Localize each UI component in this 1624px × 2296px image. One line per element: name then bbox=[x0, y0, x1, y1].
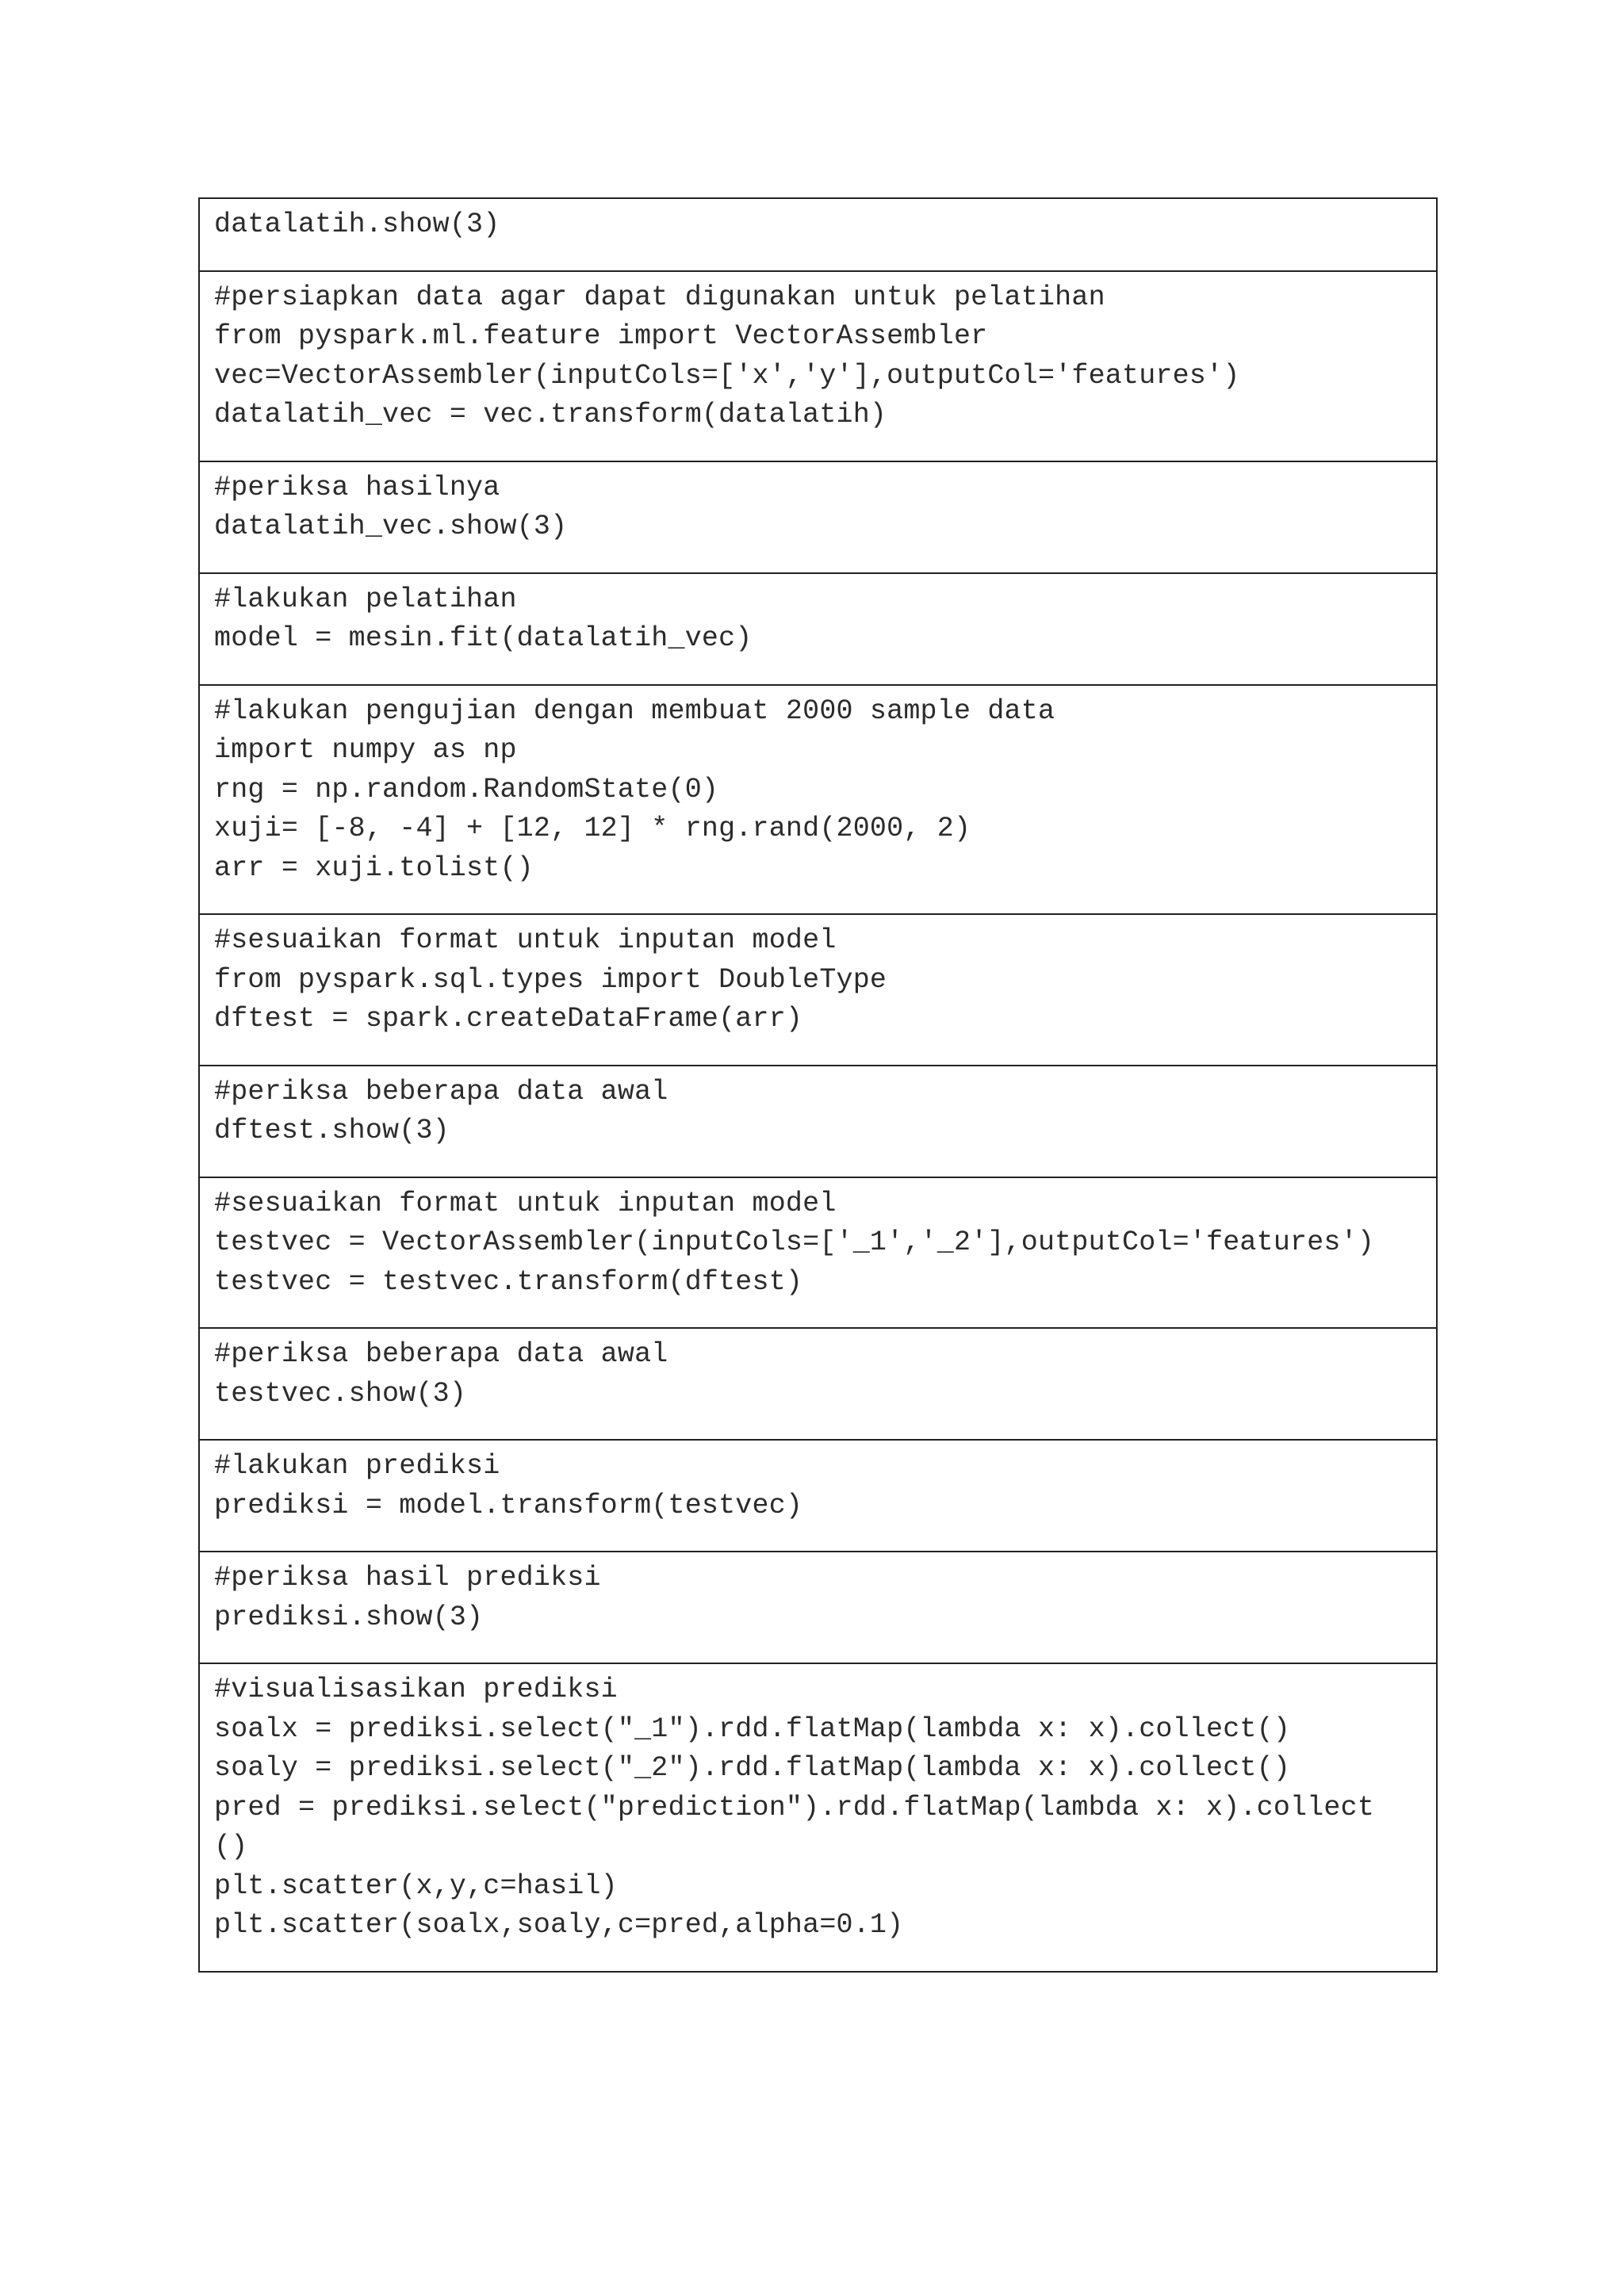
code-line: model = mesin.fit(datalatih_vec) bbox=[214, 622, 753, 654]
code-row bbox=[199, 1328, 1437, 1440]
code-line: #persiapkan data agar dapat digunakan untuk pelatihan bbox=[214, 281, 1105, 313]
code-line: plt.scatter(x,y,c=hasil) bbox=[214, 1869, 618, 1902]
code-line: prediksi.show(3) bbox=[214, 1601, 484, 1633]
code-row bbox=[199, 461, 1437, 573]
code-cell bbox=[199, 573, 1437, 685]
code-line: #periksa hasil prediksi bbox=[214, 1562, 601, 1594]
code-line: dftest.show(3) bbox=[214, 1115, 450, 1146]
code-cell bbox=[199, 1066, 1437, 1177]
code-line: datalatih_vec = vec.transform(datalatih) bbox=[214, 399, 887, 430]
code-line: #periksa hasilnya bbox=[214, 471, 500, 503]
code-row bbox=[199, 271, 1437, 461]
code-line: #sesuaikan format untuk inputan model bbox=[214, 924, 837, 956]
code-line: from pyspark.ml.feature import VectorAssembler bbox=[214, 320, 988, 352]
code-line: () bbox=[214, 1831, 248, 1862]
code-cell bbox=[199, 914, 1437, 1066]
code-line: #lakukan prediksi bbox=[214, 1450, 500, 1482]
code-line: from pyspark.sql.types import DoubleType bbox=[214, 963, 887, 996]
code-line: #lakukan pengujian dengan membuat 2000 sample data bbox=[214, 695, 1055, 727]
code-cell bbox=[199, 271, 1437, 461]
code-line: testvec = VectorAssembler(inputCols=['_1','_2'],outputCol='features') bbox=[214, 1226, 1375, 1258]
code-cell bbox=[199, 1663, 1437, 1972]
code-line: plt.scatter(soalx,soaly,c=pred,alpha=0.1) bbox=[214, 1909, 904, 1941]
code-row bbox=[199, 914, 1437, 1066]
code-line: soaly = prediksi.select("_2").rdd.flatMap(lambda x: x).collect() bbox=[214, 1752, 1291, 1784]
code-line: rng = np.random.RandomState(0) bbox=[214, 773, 719, 806]
code-cell bbox=[199, 1177, 1437, 1329]
code-row bbox=[199, 573, 1437, 685]
code-row bbox=[199, 1066, 1437, 1177]
code-line: vec=VectorAssembler(inputCols=['x','y'],outputCol='features') bbox=[214, 359, 1240, 392]
code-cell bbox=[199, 1328, 1437, 1440]
code-line: #sesuaikan format untuk inputan model bbox=[214, 1187, 837, 1219]
code-line: datalatih_vec.show(3) bbox=[214, 511, 568, 542]
code-line: #lakukan pelatihan bbox=[214, 583, 517, 615]
code-line: import numpy as np bbox=[214, 734, 517, 766]
code-line: prediksi = model.transform(testvec) bbox=[214, 1489, 803, 1521]
code-row bbox=[199, 198, 1437, 271]
code-line: xuji= [-8, -4] + [12, 12] * rng.rand(2000, 2) bbox=[214, 813, 971, 844]
code-line: #visualisasikan prediksi bbox=[214, 1674, 618, 1705]
code-line: soalx = prediksi.select("_1").rdd.flatMap(lambda x: x).collect() bbox=[214, 1712, 1291, 1745]
code-table-body bbox=[199, 198, 1437, 1972]
code-cell bbox=[199, 198, 1437, 271]
code-line: pred = prediksi.select("prediction").rdd.flatMap(lambda x: x).collect bbox=[214, 1791, 1375, 1823]
code-row bbox=[199, 1552, 1437, 1663]
code-row bbox=[199, 1440, 1437, 1552]
code-cell bbox=[199, 1552, 1437, 1663]
code-line: #periksa beberapa data awal bbox=[214, 1075, 668, 1108]
code-line: #periksa beberapa data awal bbox=[214, 1338, 668, 1370]
code-cell bbox=[199, 685, 1437, 915]
code-line: testvec = testvec.transform(dftest) bbox=[214, 1265, 803, 1298]
code-row bbox=[199, 685, 1437, 915]
code-table bbox=[198, 197, 1438, 1973]
code-cell bbox=[199, 1440, 1437, 1552]
code-row bbox=[199, 1177, 1437, 1329]
code-line: arr = xuji.tolist() bbox=[214, 851, 534, 884]
code-line: testvec.show(3) bbox=[214, 1377, 467, 1410]
code-row bbox=[199, 1663, 1437, 1972]
code-cell bbox=[199, 461, 1437, 573]
code-line: datalatih.show(3) bbox=[214, 209, 500, 240]
code-line: dftest = spark.createDataFrame(arr) bbox=[214, 1003, 803, 1035]
